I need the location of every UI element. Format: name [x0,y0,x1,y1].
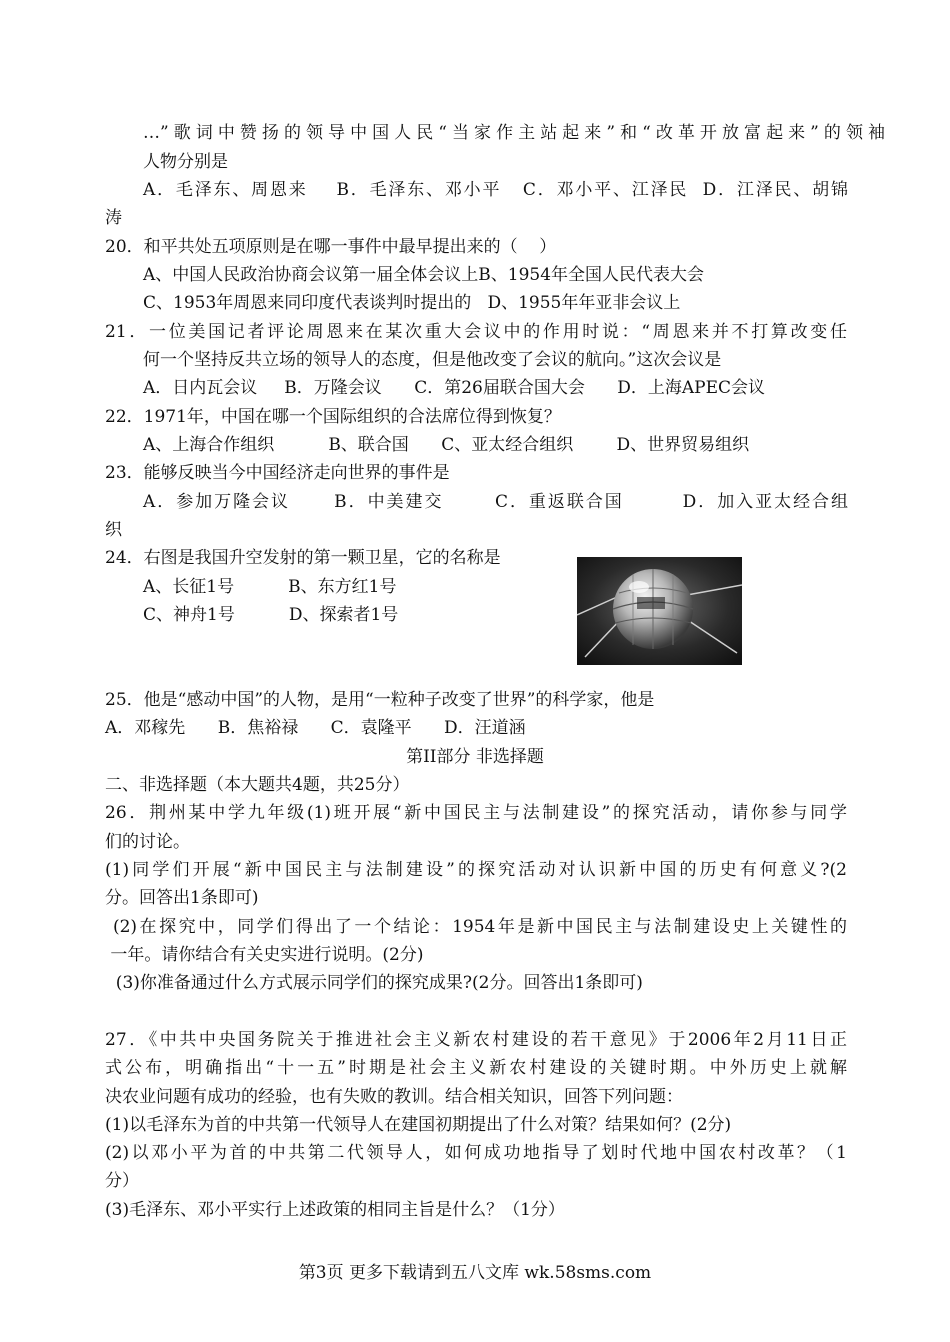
q27-sub3: (3)毛泽东、邓小平实行上述政策的相同主旨是什么？（1分） [105,1200,565,1220]
q27-sub1: (1)以毛泽东为首的中共第一代领导人在建国初期提出了什么对策？结果如何？(2分) [105,1115,732,1135]
q20-stem: 20．和平共处五项原则是在哪一事件中最早提出来的（ ） [105,237,557,257]
q21-options: A．日内瓦会议 B．万隆会议 C．第26届联合国大会 D．上海APEC会议 [143,378,766,398]
q22-options: A、上海合作组织 B、联合国 C、亚太经合组织 D、世界贸易组织 [143,435,750,455]
q24-stem: 24．右图是我国升空发射的第一颗卫星，它的名称是 [105,548,501,568]
q23-stem: 23．能够反映当今中国经济走向世界的事件是 [105,463,450,483]
q26-sub2-line2: 一年。请你结合有关史实进行说明。(2分) [105,945,424,965]
q26-stem-1: 26．荆州某中学九年级(1)班开展“新中国民主与法制建设”的探究活动，请你参与同学 [105,803,847,823]
q21-stem-2: 何一个坚持反共立场的领导人的态度，但是他改变了会议的航向。”这次会议是 [143,350,722,370]
q26-sub2-line1: (2)在探究中，同学们得出了一个结论：1954年是新中国民主与法制建设史上关键性的 [105,917,847,937]
q22-stem: 22．1971年，中国在哪一个国际组织的合法席位得到恢复？ [105,407,561,427]
q27-stem-2: 式公布，明确指出“十一五”时期是社会主义新农村建设的关键时期。中外历史上就解 [105,1058,847,1078]
q20-options-1: A、中国人民政治协商会议第一届全体会议上B、1954年全国人民代表大会 [143,265,705,285]
q24-options-1: A、长征1号 B、东方红1号 [143,577,397,597]
q26-sub1-line1: (1)同学们开展“新中国民主与法制建设”的探究活动对认识新中国的历史有何意义?(2 [105,860,847,880]
q25-options: A．邓稼先 B．焦裕禄 C．袁隆平 D．汪道涵 [105,718,526,738]
q20-options-2: C、1953年周恩来同印度代表谈判时提出的 D、1955年年亚非会议上 [143,293,681,313]
q23-options-wrap: 织 [105,520,122,540]
q19-options-wrap: 涛 [105,208,122,228]
q26-stem-2: 们的讨论。 [105,832,190,852]
satellite-photo-icon [577,557,742,665]
page-footer: 第3页 更多下载请到五八文库 wk.58sms.com [298,1263,652,1283]
q19-continuation-line1: …”歌词中赞扬的领导中国人民“当家作主站起来”和“改革开放富起来”的领袖 [143,123,885,143]
q27-stem-1: 27．《中共中央国务院关于推进社会主义新农村建设的若干意见》于2006年2月11日正 [105,1030,847,1050]
part2-title: 第II部分 非选择题 [406,747,544,767]
q26-sub3: (3)你准备通过什么方式展示同学们的探究成果?(2分。回答出1条即可) [105,973,643,993]
q21-stem-1: 21．一位美国记者评论周恩来在某次重大会议中的作用时说：“周恩来并不打算改变任 [105,322,847,342]
q24-options-2: C、神舟1号 D、探索者1号 [143,605,399,625]
q27-sub2-line1: (2)以邓小平为首的中共第二代领导人，如何成功地指导了划时代地中国农村改革？（1 [105,1143,847,1163]
q19-continuation-line2: 人物分别是 [143,152,228,172]
section2-heading: 二、非选择题（本大题共4题，共25分） [105,775,410,795]
q19-options: A．毛泽东、周恩来 B．毛泽东、邓小平 C．邓小平、江泽民 D．江泽民、胡锦 [143,180,848,200]
q25-stem: 25．他是“感动中国”的人物，是用“一粒种子改变了世界”的科学家，他是 [105,690,655,710]
q27-sub2-line2: 分） [105,1171,139,1191]
q23-options: A．参加万隆会议 B．中美建交 C．重返联合国 D．加入亚太经合组 [143,492,848,512]
q26-sub1-line2: 分。回答出1条即可) [105,888,259,908]
q27-stem-3: 决农业问题有成功的经验，也有失败的教训。结合相关知识，回答下列问题： [105,1087,683,1107]
